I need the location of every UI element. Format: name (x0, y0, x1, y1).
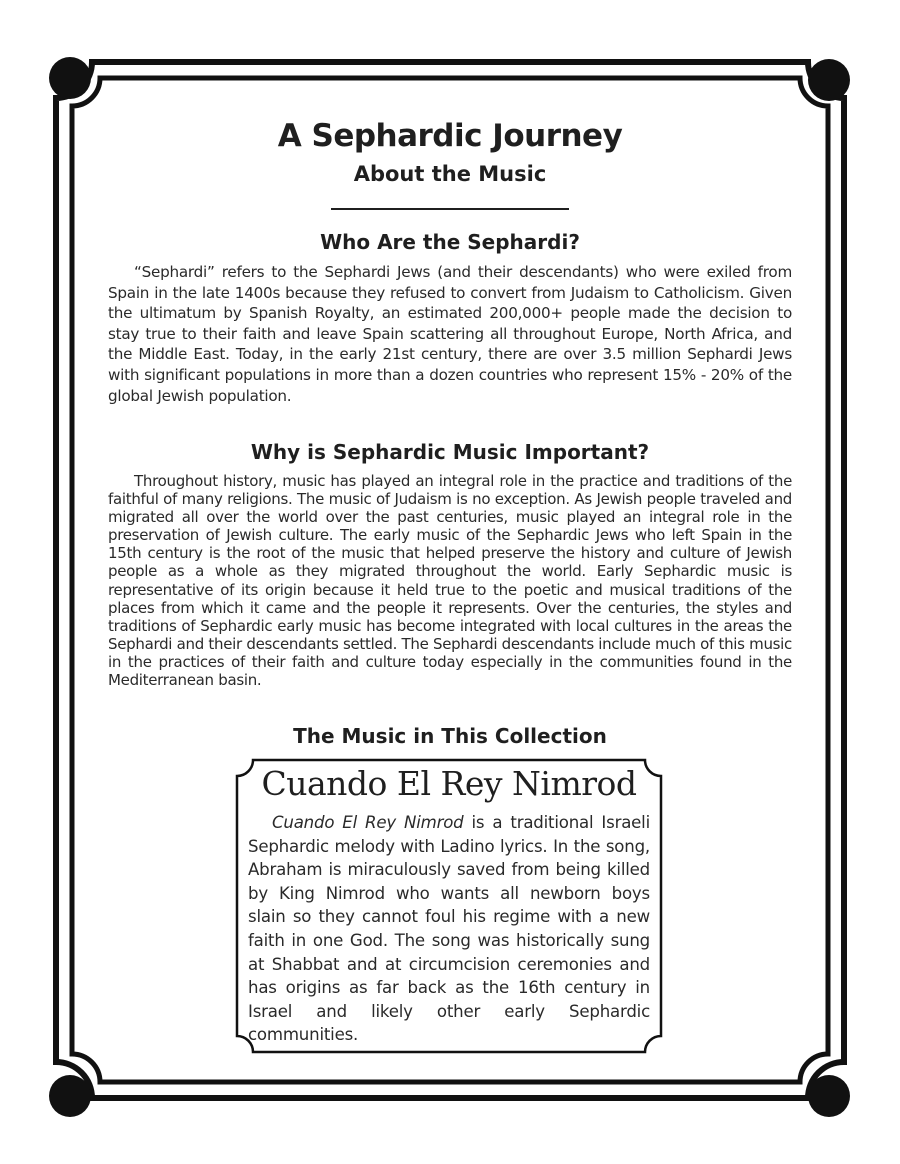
section-heading-music-collection: The Music in This Collection (293, 724, 607, 748)
page-title: A Sephardic Journey (277, 118, 623, 154)
song-title: Cuando El Rey Nimrod (261, 764, 637, 803)
corner-dot-top-right (808, 59, 850, 101)
corner-dot-bottom-left (49, 1075, 91, 1117)
section-heading-why-important: Why is Sephardic Music Important? (250, 440, 650, 464)
page-subtitle: About the Music (353, 162, 547, 186)
song-title-inline: Cuando El Rey Nimrod (272, 813, 464, 832)
song-description (248, 811, 650, 1047)
corner-dot-bottom-right (808, 1075, 850, 1117)
section-heading-who-are-sephardi: Who Are the Sephardi? (320, 230, 580, 254)
section-body-who-are-sephardi: “Sephardi” refers to the Sephardi Jews (and their descendants) who were exiled from Spain in the late 1400s because they refused to convert from Judaism to Catholicism. Given the ultimatum by Spanish Royalty, an estimated 200,000+ people made the decision to stay true to their faith and leave Spain scattering all throughout Europe, North Africa, and the Middle East. Today, in the early 21st century, there are over 3.5 million Sephardi Jews with significant populations in more than a dozen countries who represent 15% - 20% of the global Jewish population. (108, 263, 792, 405)
corner-dot-top-left (49, 57, 91, 99)
title-divider (331, 208, 569, 210)
section-body-why-important: Throughout history, music has played an integral role in the practice and traditions of the faithful of many religions. The music of Judaism is no exception. As Jewish people traveled and migrated all over the world over the past centuries, music played an integral role in the preservation of Jewish culture. The early music of the Sephardic Jews who left Spain in the 15th century is the root of the music that helped preserve the history and culture of Jewish people as a whole as they migrated throughout the world. Early Sephardic music is representative of its origin because it held true to the poetic and musical traditions of the places from which it came and the people it represents. Over the centuries, the styles and traditions of Sephardic early music has become integrated with local cultures in the areas the Sephardi and their descendants settled. The Sephardi descendants include much of this music in the practices of their faith and culture today especially in the communities found in the Mediterranean basin. (108, 472, 792, 690)
song-description-text: is a traditional Israeli Sephardic melody with Ladino lyrics. In the song, Abraham is miraculously saved from being killed by King Nimrod who wants all newborn boys slain so they cannot foul his regime with a new faith in one God. The song was historically sung at Shabbat and at circumcision ceremonies and has origins as far back as the 16th century in Israel and likely other early Sephardic communities. (248, 813, 650, 1045)
